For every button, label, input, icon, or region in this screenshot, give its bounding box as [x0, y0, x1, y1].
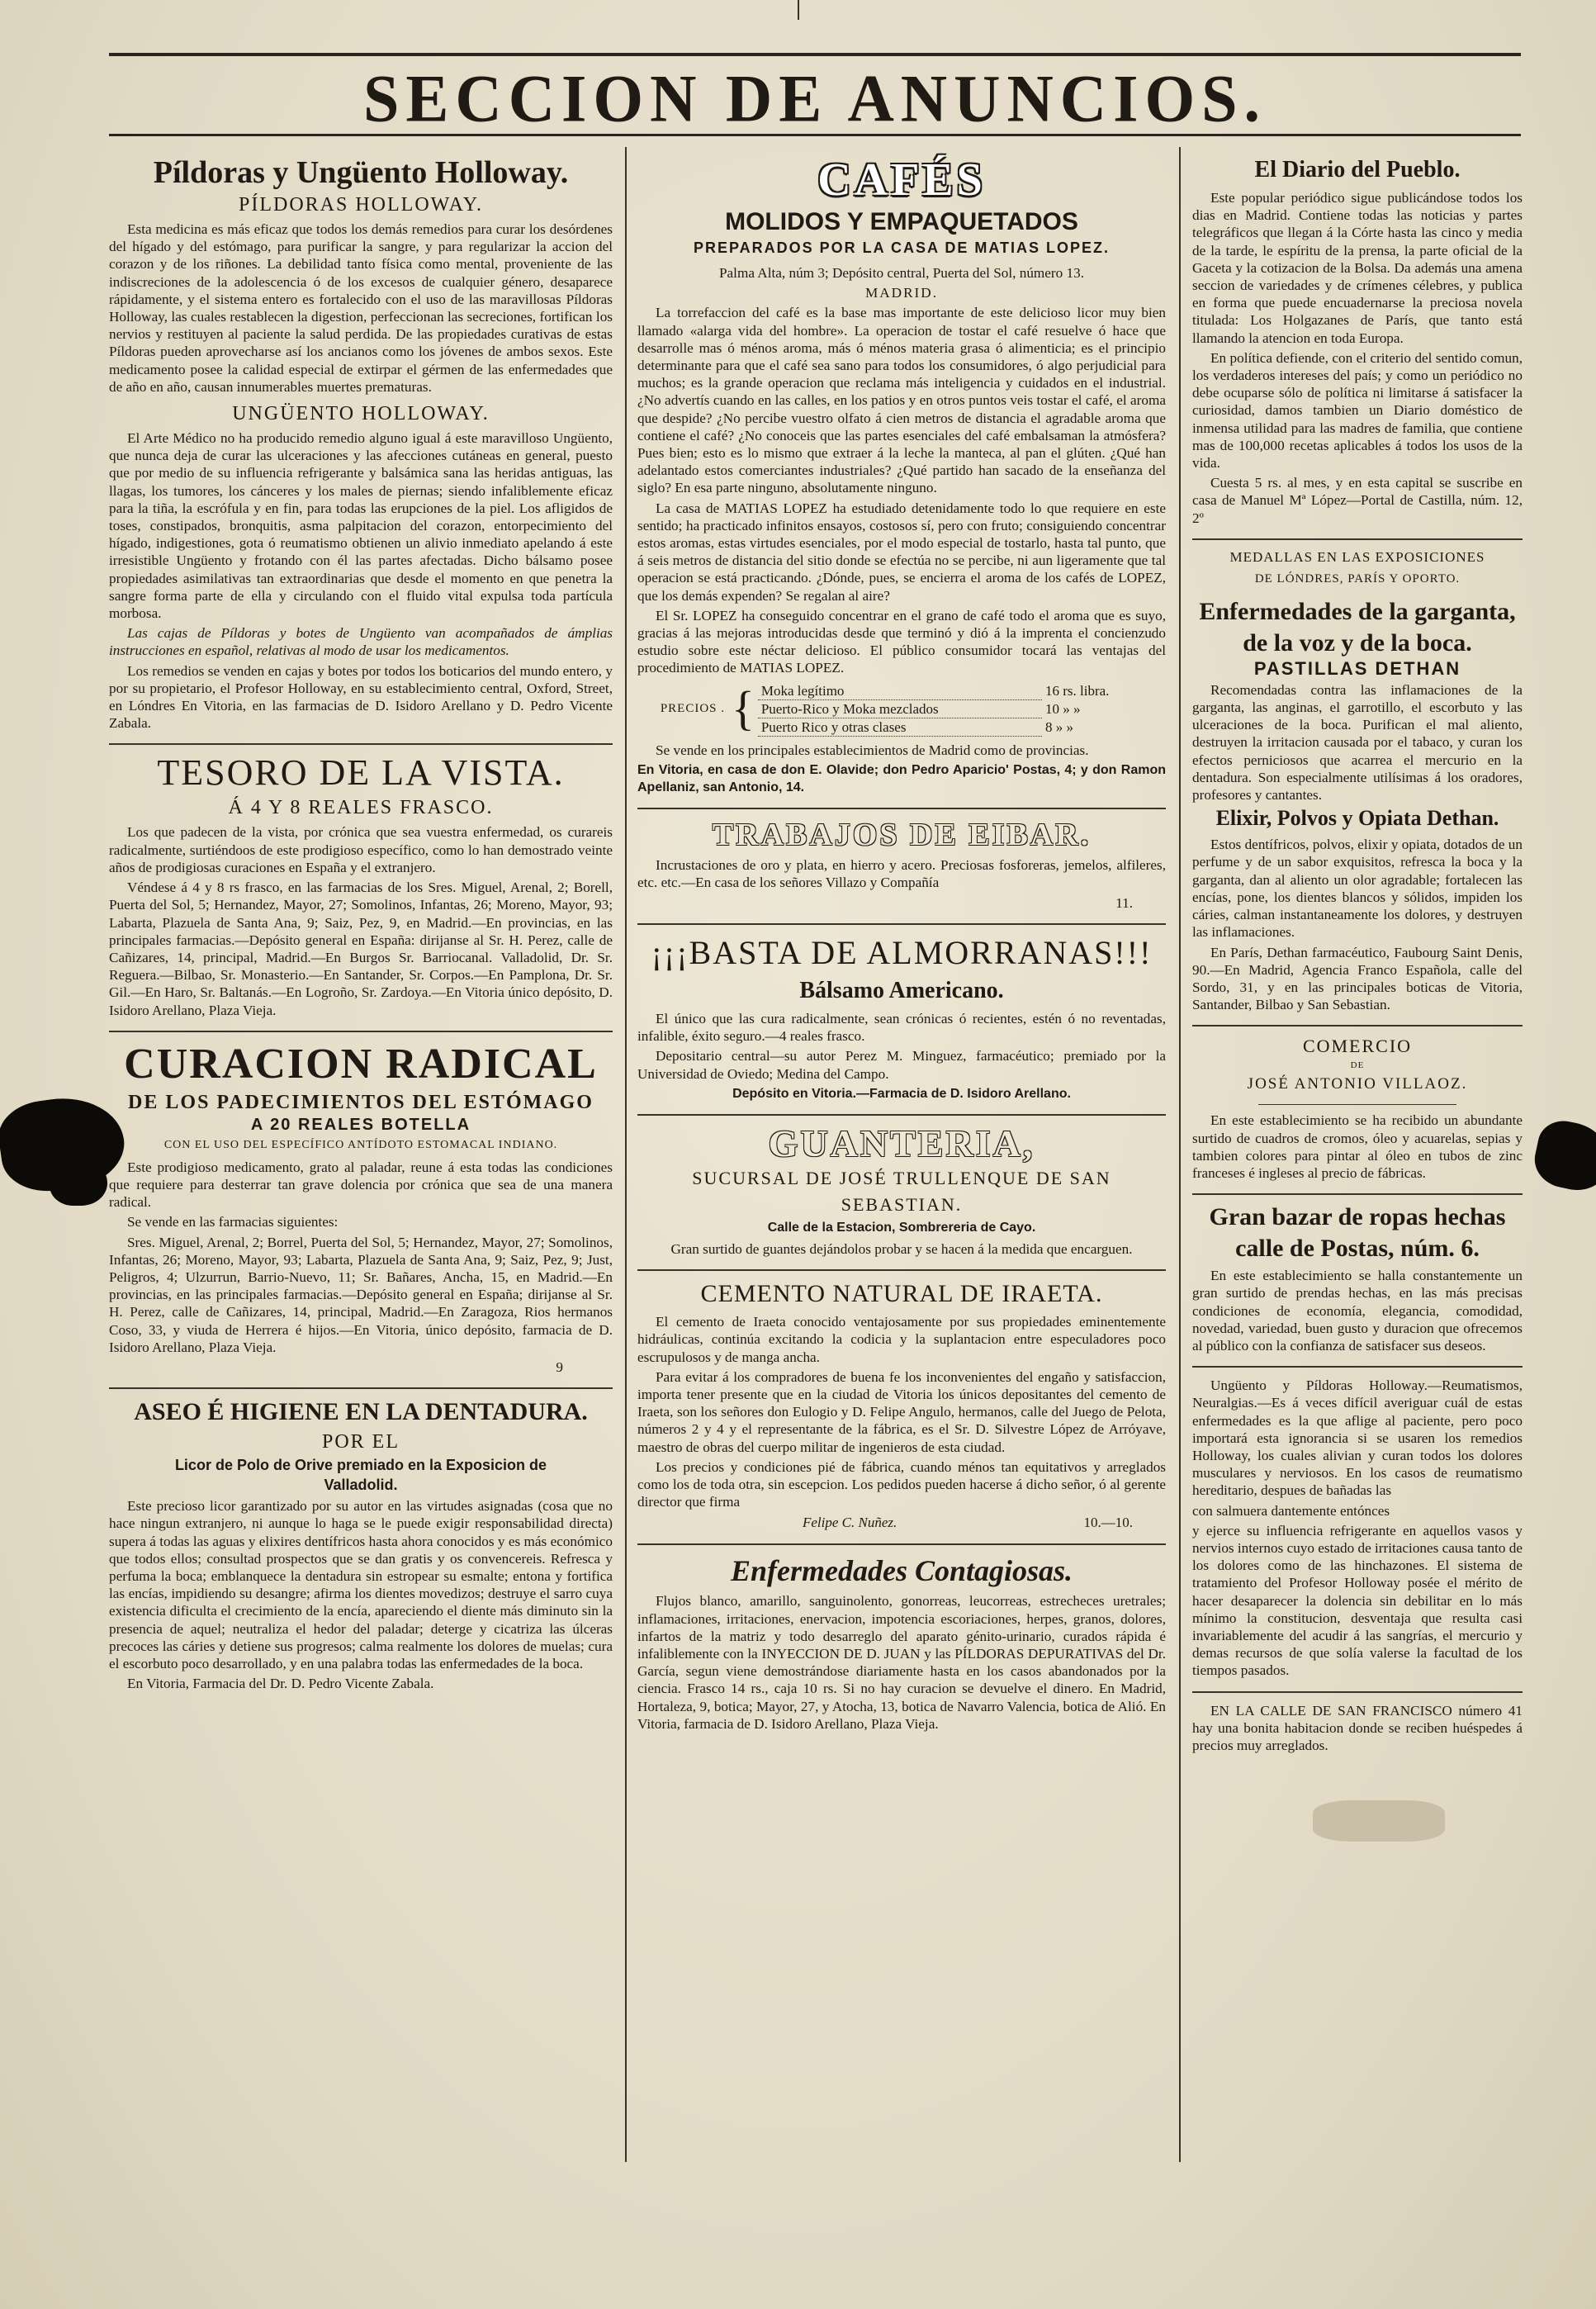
fold-mark	[798, 0, 799, 20]
ad-paragraph: En política defiende, con el criterio del sentido comun, los verdaderos intereses del país; y como un periódico no debe ocuparse sólo de política ni limitarse á satisfacer la curiosidad, damos tambien un Diario doméstico de inmensa utilidad para las madres de familia, que contiene mas de 100,000 recetas aplicables á todos los usos de la vida.	[1192, 349, 1523, 472]
ad-paragraph: Ungüento y Píldoras Holloway.—Reumatismos, Neuralgias.—Es á veces difícil averiguar cuál de estas enfermedades es la que aflige al paciente, pero poco importará esta ignorancia si se usaren los remedios Holloway, los cuales alivian y curan todos los dolores musculares y nerviosos. En los casos de reumatismo hereditario, despues de bañadas las	[1192, 1377, 1523, 1499]
ad-paragraph: El único que las cura radicalmente, sean crónicas ó recientes, estén ó no reventadas, infalible, éxito seguro.—4 reales frasco.	[637, 1010, 1166, 1045]
ad-enfermedades-contagiosas	[637, 1545, 1166, 1744]
ad-paragraph: Depositario central—su autor Perez M. Minguez, farmacéutico; premiado por la Universidad de Oviedo; Medina del Campo.	[637, 1048, 1166, 1082]
ad-paragraph: En este establecimiento se halla constantemente un gran surtido de prendas hechas, en las más precisas condiciones de economía, elegancia, comodidad, novedad, variedad, buen gusto y duracion que ofrecemos al público con la confianza de satisfacer sus deseos.	[1192, 1268, 1523, 1354]
ad-paragraph: Depósito en Vitoria.—Farmacia de D. Isidoro Arellano.	[732, 1086, 1071, 1101]
price-row	[637, 682, 1166, 700]
ad-paragraph: Sres. Miguel, Arenal, 2; Borrel, Puerta del Sol, 5; Hernandez, Mayor, 27; Somolinos, Infantas, 26; Moreno, Mayor, 93; Labarta, Plazuela de Santa Ana, 9; Saiz, Pez, 9; Just, Peligros, 4; Ulzurrun, Barrio-Nuevo, 11; Sr. Bañares, Ancha, 15, en Madrid.—En provincias, en las principales farmacias.—Depósito general en España; dirijanse al Sr. H. Perez, calle de Cañizares, 14, principal, Madrid.—En Zaragoza, Rios hermanos Coso, 33, y viuda de Herrera é hijos.—En Vitoria, único depósito, farmacia de D. Isidoro Arellano, Plaza Vieja.	[109, 1234, 613, 1355]
ad-subtitle: Calle de la Estacion, Sombrereria de Cayo.	[767, 1220, 1036, 1235]
ad-paragraph: Incrustaciones de oro y plata, en hierro y acero. Preciosas fosforeras, jemelos, alfileres, etc. etc.—En casa de los señores Villazo y Compañía	[637, 857, 1166, 891]
ad-paragraph: Cuesta 5 rs. al mes, y en esta capital se suscribe en casa de Manuel Mª López—Portal de Castilla, núm. 12, 2º	[1192, 475, 1523, 526]
ad-paragraph: Se vende en las farmacias siguientes:	[127, 1214, 339, 1230]
ad-calle-san-francisco	[1192, 1693, 1523, 1766]
ad-title: CAFÉS	[817, 154, 986, 206]
ad-paragraph: Para evitar á los compradores de buena fe los inconvenientes del engaño y satisfaccion, importa tener presente que en la ciudad de Vitoria los únicos depositantes del cemento de Iraeta, son los señores don Eulogio y D. Felipe Angulo, hermanos, calle del Juego de Pelota, números 2 y 4 y el representante de la fábrica, es el Sr. D. Silvestre López de Arróyave, maestro de obras del cuerpo militar de ingenieros de esta ciudad.	[637, 1368, 1166, 1455]
divider	[1258, 1104, 1456, 1105]
ad-cafes	[637, 147, 1166, 809]
ad-paragraph: En este establecimiento se ha recibido un abundante surtido de cuadros de cromos, óleo y acuarelas, sepias y tambien colores para pintar al óleo en tubos de zinc franceses é ingleses al precio de fábricas.	[1192, 1112, 1523, 1181]
column-divider	[625, 147, 627, 2162]
ad-guanteria	[637, 1116, 1166, 1271]
ad-paragraph: Los que padecen de la vista, por crónica que sea vuestra enfermedad, os curareis radicalmente, surtiéndoos de este prodigioso específico, como lo han demostrado veinte años de prodigiosas curaciones en España y el extranjero.	[109, 824, 613, 875]
ad-cemento-iraeta	[637, 1271, 1166, 1545]
ad-title: Enfermedades de la garganta, de la voz y de la boca.	[1199, 597, 1516, 657]
ad-title: COMERCIO	[1302, 1036, 1413, 1057]
ad-subtitle: SUCURSAL DE JOSÉ TRULLENQUE DE SAN SEBASTIAN.	[692, 1167, 1111, 1215]
ad-title: El Diario del Pueblo.	[1254, 157, 1461, 183]
ad-subtitle: DE	[1350, 1060, 1365, 1071]
ad-title: CURACION RADICAL	[124, 1040, 598, 1088]
ad-title: ASEO É HIGIENE EN LA DENTADURA.	[134, 1398, 588, 1426]
ad-subtitle: DE LOS PADECIMIENTOS DEL ESTÓMAGO	[128, 1091, 594, 1113]
ad-number: 10.—10.	[1083, 1515, 1133, 1531]
ad-address: Palma Alta, núm 3; Depósito central, Puerta del Sol, número 13.	[718, 265, 1085, 281]
ad-aseo-dentadura	[109, 1389, 613, 1704]
ad-paragraph: Los precios y condiciones pié de fábrica, cuando ménos tan equitativos y arreglados como los de toda otra, sin escepcion. Los pedidos pueden hacerse á dicho señor, ó al gerente director que firma	[637, 1458, 1166, 1510]
ad-paragraph: Las cajas de Píldoras y botes de Ungüento van acompañados de ámplias instrucciones en español, relativas al modo de usar los medicamentos.	[109, 625, 613, 659]
ad-almorranas	[637, 925, 1166, 1116]
ad-subtitle: UNGÜENTO HOLLOWAY.	[232, 403, 490, 425]
ad-comercio-villaoz	[1192, 1026, 1523, 1195]
ad-paragraph: La casa de MATIAS LOPEZ ha estudiado detenidamente todo lo que requiere en este sentido; ha practicado infinitos ensayos, costosos sí, pero con fruto; consiguiendo concentrar estos aromas, estas virtudes esenciales, por el modo especial de tostarlo, hasta tal punto, que á seis metros de distancia del sitio donde se efectúa no se percibe, ni aun ligeramente que tal operacion se está practicando. ¿Dónde, pues, se encierra el aroma de los cafés de LOPEZ, que los demás expenden? Se regalan al aire?	[637, 500, 1166, 604]
ad-paragraph: Esta medicina es más eficaz que todos los demás remedios para curar los desórdenes del hígado y del estómago, para purificar la sangre, y para regularizar la accion del corazon y de los riñones. La debilidad tanto física como mental, proveniente de las indiscreciones de la adolescencia ó de los excesos de cualquier género, desaparece rápidamente, y el sistema entero es fortalecido con el uso de las maravillosas Píldoras Holloway, las cuales restablecen la digestion, perfeccionan las secreciones, fortifican los nervios y restituyen al paciente la salud perdida. De las propiedades curativas de estas Píldoras pueden aprovecharse así los ancianos como los jóvenes de ambos sexos. Este medicamento posee la calidad especial de extirpar el gérmen de las enfermedades que de año en año, causan innumerables muertes prematuras.	[109, 221, 613, 395]
ad-paragraph: Flujos blanco, amarillo, sanguinolento, gonorreas, leucorreas, estrecheces uretrales; inflamaciones, irritaciones, enervacion, impotencia escoriaciones, herpes, granos, dolores, infartos de la matriz y todo desarreglo del aparato génito-urinario, curados rápida é infaliblemente con la INYECCION DE D. JUAN y las PÍLDORAS DEPURATIVAS del Dr. García, segun viene demostrándose diariamente hasta en los casos abandonados por la ciencia. Frasco 14 rs., caja 10 rs. Si no hay curacion se devuelve el dinero. En Madrid, Hortaleza, 9, botica; Mayor, 27, y Atocha, 13, botica de Navarro Valencia, botica de Alió. En Vitoria, farmacia de D. Isidoro Arellano, Plaza Vieja.	[637, 1593, 1166, 1732]
ad-paragraph: En París, Dethan farmacéutico, Faubourg Saint Denis, 90.—En Madrid, Agencia Franco Española, calle del Sordo, 31, y en las principales boticas de Vitoria, Santander, Bilbao y San Sebastian.	[1192, 944, 1523, 1013]
ad-paragraph: Estos dentífricos, polvos, elixir y opiata, dotados de un perfume y de un sabor exquisitos, refresca la boca y la garganta, dan al aliento un olor agradable; fortalecen las encías, pone, los dientes blancos y sólidos, impiden los cáries, calman instantaneamente los dolores, y destruyen las inflamaciones.	[1192, 837, 1523, 941]
ad-paragraph: EN LA CALLE DE SAN FRANCISCO número 41 hay una bonita habitacion donde se reciben huéspedes á precios muy arreglados.	[1192, 1702, 1523, 1753]
ad-title: MEDALLAS EN LAS EXPOSICIONES	[1229, 548, 1485, 565]
ad-paragraph: La torrefaccion del café es la base mas importante de este delicioso licor muy bien llamado «alarga vida del hombre». La operacion de tostar el café resuelve ó hace que desarrolle mas ó ménos aroma, más ó ménos materia grasa ó alimenticia; es el principio determinante para que el café sea sano para todos los consumidores, ó algo perjudicial para muchos; es la grande operacion que reclama más inteligencia y cuidados en el industrial. ¿No advertís cuando en las calles, en los patios y en otros puntos veis tostar el café, el aroma que despide? ¿No percibe vuestro olfato á cien metros de distancia el agradable aroma que contiene el café? ¿No conoceis que las partes esenciales del café embalsaman la atmósfera? Pues bien; esto es lo mismo que extraer á la leche la manteca, al pan el glúten. ¿Qué han adelantado estos comerciantes industriales? ¿Qué partido han sacado de la enseñanza del siglo? En esa parte ninguno, absolutamente ninguno.	[637, 305, 1166, 496]
price-item: Puerto Rico y otras clases	[758, 718, 1042, 736]
section-masthead: SECCION DE ANUNCIOS.	[362, 59, 1267, 136]
ad-number: 9	[556, 1358, 563, 1375]
ad-title: ¡¡¡BASTA DE ALMORRANAS!!!	[651, 933, 1153, 971]
ad-number: 11.	[1115, 894, 1133, 911]
ad-paragraph: En Vitoria, en casa de don E. Olavide; don Pedro Aparicio' Postas, 4; y don Ramon Apellaniz, san Antonio, 14.	[637, 762, 1166, 795]
paper-tear	[1530, 1117, 1596, 1197]
masthead-rule	[109, 134, 1521, 136]
ad-diario-pueblo	[1192, 147, 1523, 540]
ad-subtitle: DE LÓNDRES, PARÍS Y OPORTO.	[1254, 571, 1461, 586]
ad-holloway	[109, 147, 613, 745]
ad-medallas	[1192, 540, 1523, 590]
ad-subtitle: MOLIDOS Y EMPAQUETADOS	[725, 208, 1078, 235]
ad-title: GUANTERIA,	[768, 1121, 1035, 1164]
ad-subtitle: PÍLDORAS HOLLOWAY.	[238, 194, 484, 216]
ad-tesoro-vista	[109, 745, 613, 1031]
price-item: Puerto-Rico y Moka mezclados	[758, 699, 1042, 718]
ad-gran-bazar	[1192, 1195, 1523, 1368]
price-table	[637, 682, 1166, 737]
ad-title: CEMENTO NATURAL DE IRAETA.	[700, 1280, 1103, 1308]
ad-subtitle: CON EL USO DEL ESPECÍFICO ANTÍDOTO ESTOMACAL INDIANO.	[163, 1138, 558, 1151]
column-right	[1192, 147, 1523, 2276]
ad-paragraph: Gran surtido de guantes dejándolos probar y se hacen á la medida que encarguen.	[670, 1240, 1133, 1257]
ad-holloway-reumatismos	[1192, 1368, 1523, 1692]
price-item: Moka legítimo	[758, 682, 1042, 700]
ad-garganta-dethan	[1192, 590, 1523, 1026]
ad-title: TRABAJOS DE EIBAR.	[712, 818, 1092, 853]
ad-subtitle: JOSÉ ANTONIO VILLAOZ.	[1247, 1075, 1468, 1093]
ad-title: Enfermedades Contagiosas.	[730, 1554, 1073, 1588]
ad-paragraph: El cemento de Iraeta conocido ventajosamente por sus propiedades eminentemente hidráulicas, continúa excitando la codicia y la suplantacion entre especuladores poco escrupulosos y de manga ancha.	[637, 1314, 1166, 1365]
ad-subtitle: PREPARADOS POR LA CASA DE MATIAS LOPEZ.	[693, 239, 1111, 256]
ad-subtitle: Elixir, Polvos y Opiata Dethan.	[1215, 806, 1499, 831]
ad-signature: Felipe C. Nuñez.	[803, 1515, 897, 1531]
ad-paragraph: Este popular periódico sigue publicándose todos los dias en Madrid. Contiene todas las noticias y partes telegráficos que llegan á la Córte hasta las cinco y media de la tarde, le espíritu de la prensa, la parte oficial de la Gaceta y la cotizacion de la Bolsa. Da además una amena seccion de variedades y de crímenes célebres, y publica en forma que puede encuadernarse la preciosa novela titulada: Los Holgazanes de París, que tanto está llamando la atencion en toda Europa.	[1192, 190, 1523, 346]
ad-paragraph: En Vitoria, Farmacia del Dr. D. Pedro Vicente Zabala.	[127, 1676, 434, 1692]
ad-city: MADRID.	[864, 285, 938, 301]
ad-subtitle: Á 4 Y 8 REALES FRASCO.	[228, 797, 494, 819]
ad-signature-row	[637, 1510, 1166, 1532]
ad-curacion-radical	[109, 1032, 613, 1389]
ad-subtitle: POR EL	[321, 1431, 400, 1453]
ad-paragraph: Este prodigioso medicamento, grato al paladar, reune á esta todas las condiciones que requiere para desterrar tan grave dolencia por crónica que sea de una manera radical.	[109, 1159, 613, 1211]
top-rule	[109, 53, 1521, 56]
price-value: 8 » »	[1045, 718, 1073, 735]
ad-subtitle: Licor de Polo de Orive premiado en la Exposicion de Valladolid.	[174, 1457, 547, 1494]
price-label: PRECIOS .	[660, 701, 725, 715]
price-value: 16 rs. libra.	[1045, 682, 1110, 699]
ad-subtitle: PASTILLAS DETHAN	[1253, 657, 1461, 679]
ad-subtitle: Bálsamo Americano.	[799, 977, 1004, 1003]
brace: {	[732, 681, 755, 736]
paper-stain	[1313, 1800, 1445, 1842]
ad-paragraph: Los remedios se venden en cajas y botes por todos los boticarios del mundo entero, y por su propietario, el Profesor Holloway, en su establecimiento central, Oxford, Street, en Lóndres En Vitoria, en las farmacias de D. Isidoro Arellano y D. Pedro Vicente Zabala.	[109, 662, 613, 732]
ad-title: TESORO DE LA VISTA.	[157, 752, 565, 794]
ad-paragraph: con salmuera dantemente entónces	[1192, 1502, 1390, 1519]
ad-paragraph: y ejerce su influencia refrigerante en aquellos vasos y nervios internos cuyo estado de irritaciones causa tanto de los dolores como de las hinchazones. El sistema de tratamiento del Profesor Holloway posée el mérito de hacer desaparecer la dolencia sin debilitar en lo más mínimo la constitucion, desventaja que resulta casi invariablemente del acudir á las sangrías, el mercurio y demas recursos de que solía valerse la facultad de los tiempos pasados.	[1192, 1522, 1523, 1679]
column-divider	[1179, 147, 1181, 2162]
ad-paragraph: Este precioso licor garantizado por su autor en las virtudes asignadas (cosa que no hace ningun extranjero, ni aunque lo haga se le puede exigir responsabilidad directa) supera á todas las aguas y elixires dentífricos hasta ahora conocidos y es más económico que todos ellos; consultad prospectos que se dan gratis y os convencereis. Refresca y perfuma la boca; emblanquece la dentadura sin estropear su esmalte; entona y fortifica las encías, impidiendo su desangre; afirma los dientes movedizos; destruye el sarro cuya existencia dificulta el crecimiento de la encía, apareciendo el diente más diminuto sin la presencia de aquel; neutraliza el hedor del paladar; deterge y cicatriza las úlceras precoces las cáries y detiene sus progresos; calma realmente los dolores de muelas; cura el escorbuto poco desarrollado, y en una palabra todas las enfermedades de la boca.	[109, 1498, 613, 1671]
price-value: 10 » »	[1045, 700, 1081, 717]
ad-title: Píldoras y Ungüento Holloway.	[153, 155, 569, 190]
ad-paragraph: Véndese á 4 y 8 rs frasco, en las farmacias de los Sres. Miguel, Arenal, 2; Borell, Puerta del Sol, 5; Hernandez, Mayor, 27; Somolinos, Infantas, 26; Moreno, Mayor, 93; Labarta, Plazuela de Santa Ana, 9; Saiz, Pez, 9, en Madrid.—En provincias, en las principales farmacias.—Depósito general en España: dirijanse al Sr. H. Perez, calle de Cañizares, 14, principal, Madrid.—En Burgos Sr. Barriocanal. Valladolid, Dr. Sr. Reguera.—Bilbao, Sr. Monasterio.—En Santander, Sr. Corpos.—En Pamplona, Dr. Sr. Gil.—En Haro, Sr. Baltanás.—En Logroño, Sr. Zardoya.—En Vitoria único depósito, D. Isidoro Arellano, Plaza Vieja.	[109, 880, 613, 1018]
column-left	[109, 147, 613, 2276]
ad-trabajos-eibar	[637, 809, 1166, 925]
ad-paragraph: Se vende en los principales establecimientos de Madrid como de provincias.	[656, 742, 1089, 758]
ad-paragraph: El Sr. LOPEZ ha conseguido concentrar en el grano de café todo el aroma que es suyo, gracias á las mejoras introducidas desde que terminó y dió á la imprenta el concienzudo estudio sobre este néctar delicioso. El público consumidor tocará las ventajas del procedimiento de MATIAS LOPEZ.	[637, 607, 1166, 676]
ad-paragraph: Recomendadas contra las inflamaciones de la garganta, las anginas, el garrotillo, el escorbuto y las ulceraciones de la boca. Purifican el mal aliento, destruyen la irritacion causada por el tabaco, y curan los efectos perniciosos que acarrea el mercurio en la dentadura. Son especialmente utilísimas á los oradores, profesores y cantantes.	[1192, 681, 1523, 804]
ad-paragraph: El Arte Médico no ha producido remedio alguno igual á este maravilloso Ungüento, que nunca deja de curar las ulceraciones y las afecciones cutáneas en general, puesto que por medio de su influencia refrigerante y balsámica sana las heridas antiguas, las llagas, los tumores, los cánceres y los males de piernas; siendo infaliblemente eficaz para la tiña, la escrófula y en fin, para todas las erupciones de la piel. Los afligidos de toses, constipados, bronquitis, asma palpitacion del corazon, entorpecimiento del hígado, indigestiones, gota ó reumatismo obtienen un alivio inmediato apelando á este irresistible Ungüento y frotando con él las partes afectadas. Dicho bálsamo posee propiedades asimilativas tan extraordinarias que desde el momento en que penetra la sangre forma parte de ella y circulando con el fluido vital expulsa toda partícula morbosa.	[109, 430, 613, 622]
ad-subtitle: A 20 REALES BOTELLA	[250, 1115, 471, 1134]
column-center	[637, 147, 1166, 2276]
ad-title: Gran bazar de ropas hechas calle de Postas, núm. 6.	[1209, 1203, 1506, 1263]
